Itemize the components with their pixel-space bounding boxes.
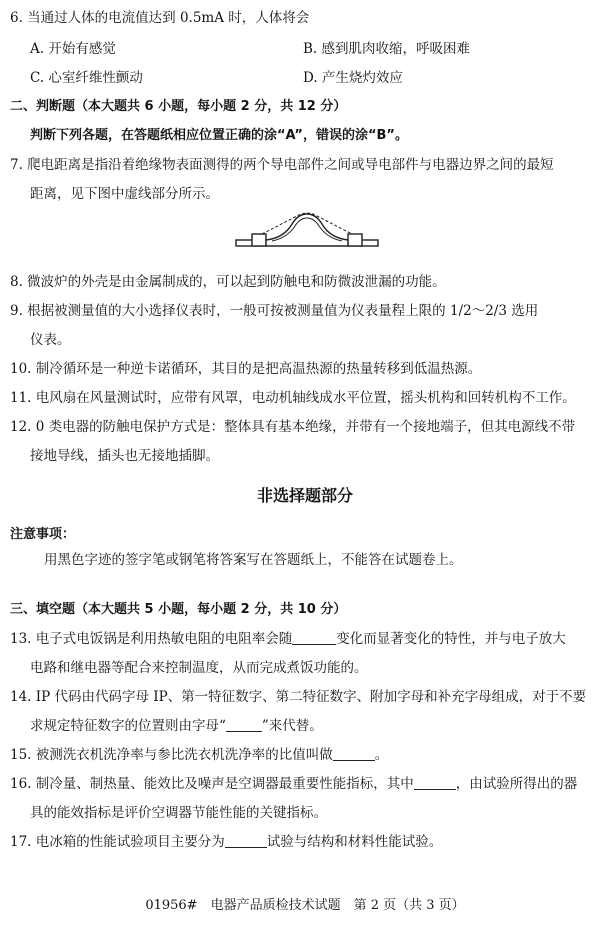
question-15-text-before: 15. 被测洗衣机洗净率与参比洗衣机洗净率的比值叫做 xyxy=(10,747,333,763)
section-2-instruction: 判断下列各题，在答题纸相应位置正确的涂“A”，错误的涂“B”。 xyxy=(30,128,408,143)
part-title: 非选择题部分 xyxy=(256,486,353,505)
question-12-line-2: 接地导线，插头也无接地插脚。 xyxy=(30,448,219,464)
question-7-line-1: 7. 爬电距离是指沿着绝缘物表面测得的两个导电部件之间或导电部件与电器边界之间的最短 xyxy=(10,157,554,173)
question-12-line-1: 12. 0 类电器的防触电保护方式是：整体具有基本绝缘，并带有一个接地端子，但其电源线不带 xyxy=(10,419,576,435)
question-11: 11. 电风扇在风量测试时，应带有风罩，电动机轴线成水平位置，摇头机构和回转机构不工作。 xyxy=(10,390,576,406)
answer-blank xyxy=(225,833,267,848)
page-footer: 01956# 电器产品质检技术试题 第 2 页（共 3 页） xyxy=(145,898,465,913)
answer-blank xyxy=(414,775,456,790)
question-13-text-before: 13. 电子式电饭锅是利用热敏电阻的电阻率会随 xyxy=(10,631,293,647)
question-6-option-a: A. 开始有感觉 xyxy=(30,41,116,57)
question-14-line-2 xyxy=(30,716,323,736)
question-13-line-2: 电路和继电器等配合来控制温度，从而完成煮饭功能的。 xyxy=(30,660,368,676)
question-7-line-2: 距离，见下图中虚线部分所示。 xyxy=(30,186,219,202)
question-14-text-before: 求规定特征数字的位置则由字母“ xyxy=(30,718,226,734)
question-6-option-d: D. 产生烧灼效应 xyxy=(303,70,403,86)
question-16-line-1 xyxy=(10,774,577,794)
question-17-text-before: 17. 电冰箱的性能试验项目主要分为 xyxy=(10,834,225,850)
notes-text: 用黑色字迹的签字笔或钢笔将答案写在答题纸上，不能答在试题卷上。 xyxy=(44,552,463,568)
creepage-distance-figure xyxy=(232,210,382,254)
question-6-option-b: B. 感到肌肉收缩，呼吸困难 xyxy=(303,41,471,57)
question-16-text-before: 16. 制冷量、制热量、能效比及噪声是空调器最重要性能指标，其中 xyxy=(10,776,414,792)
question-6-stem: 6. 当通过人体的电流值达到 0.5mA 时，人体将会 xyxy=(10,10,310,26)
question-8: 8. 微波炉的外壳是由金属制成的，可以起到防触电和防微波泄漏的功能。 xyxy=(10,274,446,290)
question-17-text-after: 试验与结构和材料性能试验。 xyxy=(266,834,443,850)
section-3-heading: 三、填空题（本大题共 5 小题，每小题 2 分，共 10 分） xyxy=(10,602,347,617)
question-14-text-after: ”来代替。 xyxy=(261,718,323,734)
answer-blank xyxy=(292,630,336,645)
answer-blank xyxy=(226,717,262,732)
question-16-line-2: 具的能效指标是评价空调器节能性能的关键指标。 xyxy=(30,805,327,821)
answer-blank xyxy=(333,746,375,761)
question-17 xyxy=(10,832,442,852)
question-6-option-c: C. 心室纤维性颤动 xyxy=(30,70,143,86)
question-16-text-after: ，由试验所得出的器 xyxy=(455,776,578,792)
question-15-text-after: 。 xyxy=(374,747,389,763)
question-9-line-2: 仪表。 xyxy=(30,332,71,348)
question-15 xyxy=(10,745,388,765)
question-14-line-1: 14. IP 代码由代码字母 IP、第一特征数字、第二特征数字、附加字母和补充字母组成，对于不要 xyxy=(10,689,587,705)
question-13-line-1 xyxy=(10,629,566,649)
question-9-line-1: 9. 根据被测量值的大小选择仪表时，一般可按被测量值为仪表量程上限的 1/2～2/3 选用 xyxy=(10,303,539,319)
notes-title: 注意事项： xyxy=(10,527,76,542)
question-13-text-after: 变化而显著变化的特性，并与电子放大 xyxy=(336,631,566,647)
section-2-heading: 二、判断题（本大题共 6 小题，每小题 2 分，共 12 分） xyxy=(10,99,347,114)
question-10: 10. 制冷循环是一种逆卡诺循环，其目的是把高温热源的热量转移到低温热源。 xyxy=(10,361,482,377)
